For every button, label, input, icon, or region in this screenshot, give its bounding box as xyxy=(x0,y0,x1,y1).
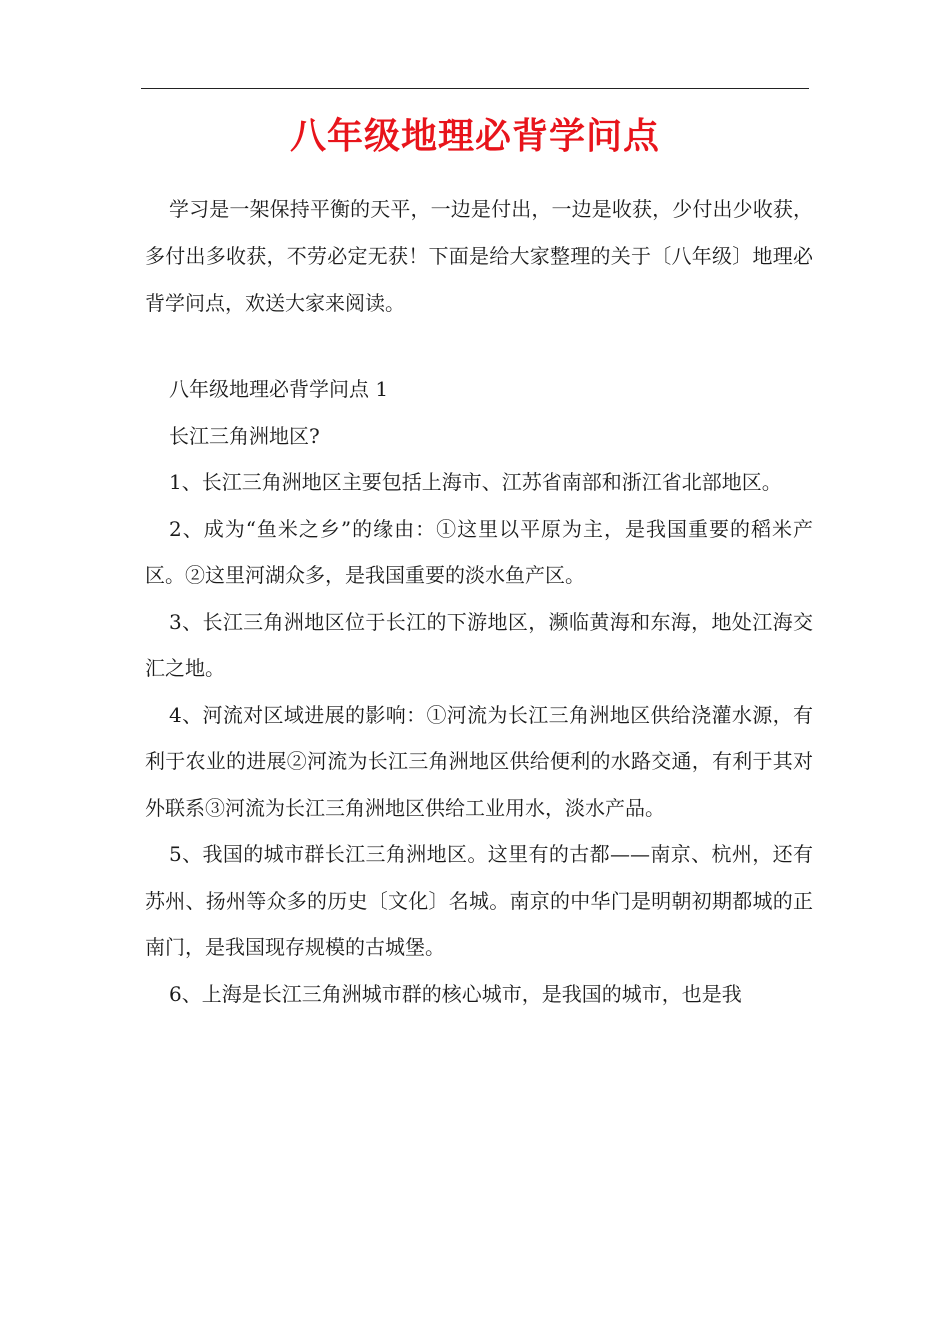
section-heading: 八年级地理必背学问点 1 xyxy=(169,377,389,401)
intro-paragraph: 学习是一架保持平衡的天平，一边是付出，一边是收获，少付出少收获，多付出多收获，不劳必定无获！下面是给大家整理的关于〔八年级〕地理必背学问点，欢送大家来阅读。 xyxy=(145,197,813,315)
point-5: 5、我国的城市群长江三角洲地区。这里有的古都——南京、杭州，还有苏州、扬州等众多的历史〔文化〕名城。南京的中华门是明朝初期都城的正南门，是我国现存规模的古城堡。 xyxy=(145,842,813,959)
document-title: 八年级地理必背学问点 xyxy=(289,116,660,157)
subheading: 长江三角洲地区? xyxy=(169,423,320,448)
point-2: 2、成为“鱼米之乡”的缘由：①这里以平原为主，是我国重要的稻米产区。②这里河湖众多，是我国重要的淡水鱼产区。 xyxy=(145,516,813,587)
point-3: 3、长江三角洲地区位于长江的下游地区，濒临黄海和东海，地处江海交汇之地。 xyxy=(145,609,813,680)
header-rule xyxy=(141,88,809,89)
point-4: 4、河流对区域进展的影响：①河流为长江三角洲地区供给浇灌水源，有利于农业的进展②河流为长江三角洲地区供给便利的水路交通，有利于其对外联系③河流为长江三角洲地区供给工业用水，淡水产品。 xyxy=(145,702,813,820)
point-6: 6、上海是长江三角洲城市群的核心城市，是我国的城市，也是我 xyxy=(169,981,742,1006)
point-1: 1、长江三角洲地区主要包括上海市、江苏省南部和浙江省北部地区。 xyxy=(169,470,782,494)
content-block xyxy=(145,366,813,1017)
intro-block xyxy=(145,186,813,327)
